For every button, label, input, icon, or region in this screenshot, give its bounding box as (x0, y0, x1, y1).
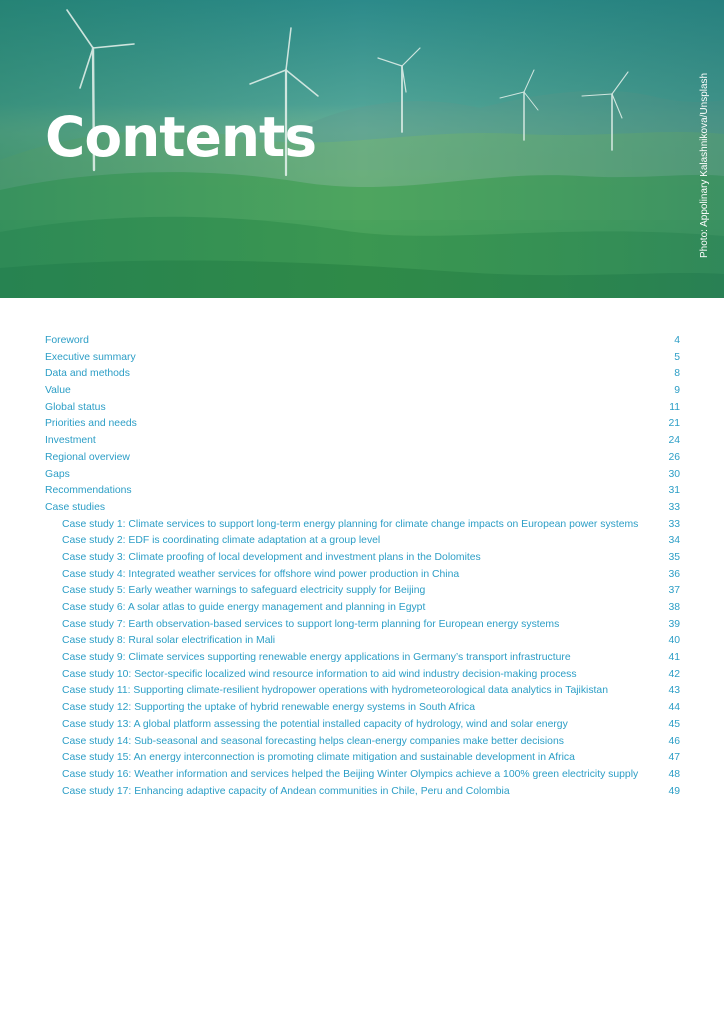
toc-entry-case-studies[interactable]: Case studies 33 (45, 501, 680, 513)
toc-entry-investment[interactable]: Investment 24 (45, 435, 680, 447)
toc-entry-case-study-5[interactable]: Case study 5: Early weather warnings to safeguard electricity supply for Beijing 37 (62, 585, 680, 597)
toc-entry-case-study-3[interactable]: Case study 3: Climate proofing of local development and investment plans in the Dolomites 35 (62, 551, 680, 563)
toc-entry-case-study-16[interactable]: Case study 16: Weather information and services helped the Beijing Winter Olympics achieve a 100% green electricity supply 48 (62, 768, 680, 780)
toc-entry-case-study-4[interactable]: Case study 4: Integrated weather services for offshore wind power production in China 36 (62, 568, 680, 580)
toc-entry-value[interactable]: Value 9 (45, 385, 680, 397)
toc-entry-case-study-7[interactable]: Case study 7: Earth observation-based services to support long-term planning for European energy systems 39 (62, 618, 680, 630)
toc-entry-recommendations[interactable]: Recommendations 31 (45, 485, 680, 497)
page-title: Contents (45, 105, 317, 169)
toc-entry-case-study-13[interactable]: Case study 13: A global platform assessing the potential installed capacity of hydrology, wind and solar energy 45 (62, 718, 680, 730)
photo-credit: Photo: Appolinary Kalashnikova/Unsplash (699, 72, 710, 258)
toc-entry-case-study-14[interactable]: Case study 14: Sub-seasonal and seasonal forecasting helps clean-energy companies make better decisions 46 (62, 735, 680, 747)
toc-entry-case-study-8[interactable]: Case study 8: Rural solar electrification in Mali 40 (62, 635, 680, 647)
toc-entry-case-study-17[interactable]: Case study 17: Enhancing adaptive capacity of Andean communities in Chile, Peru and Colombia 49 (62, 785, 680, 797)
toc-entry-case-study-9[interactable]: Case study 9: Climate services supporting renewable energy applications in Germany’s transport infrastructure 41 (62, 652, 680, 664)
toc-entry-gaps[interactable]: Gaps 30 (45, 468, 680, 480)
toc-entry-case-study-1[interactable]: Case study 1: Climate services to support long-term energy planning for climate change impacts on European power systems 33 (62, 518, 680, 530)
toc-entry-priorities-and-needs[interactable]: Priorities and needs 21 (45, 418, 680, 430)
toc-entry-case-study-6[interactable]: Case study 6: A solar atlas to guide energy management and planning in Egypt 38 (62, 602, 680, 613)
toc-entry-global-status[interactable]: Global status 11 (45, 401, 680, 413)
hero-banner (0, 0, 724, 298)
table-of-contents (45, 333, 680, 800)
toc-entry-case-study-15[interactable]: Case study 15: An energy interconnection is promoting climate mitigation and sustainable development in Africa 47 (62, 752, 680, 764)
toc-entry-case-study-10[interactable]: Case study 10: Sector-specific localized wind resource information to aid wind industry decision-making process 42 (62, 668, 680, 680)
toc-entry-foreword[interactable]: Foreword 4 (45, 335, 680, 346)
toc-entry-case-study-2[interactable]: Case study 2: EDF is coordinating climate adaptation at a group level 34 (62, 535, 680, 547)
toc-entry-executive-summary[interactable]: Executive summary 5 (45, 351, 680, 363)
toc-entry-regional-overview[interactable]: Regional overview 26 (45, 451, 680, 463)
toc-entry-case-study-12[interactable]: Case study 12: Supporting the uptake of hybrid renewable energy systems in South Africa 44 (62, 702, 680, 714)
toc-entry-data-and-methods[interactable]: Data and methods 8 (45, 368, 680, 380)
toc-entry-case-study-11[interactable]: Case study 11: Supporting climate-resilient hydropower operations with hydrometeorological data analytics in Tajikistan 43 (62, 685, 680, 697)
